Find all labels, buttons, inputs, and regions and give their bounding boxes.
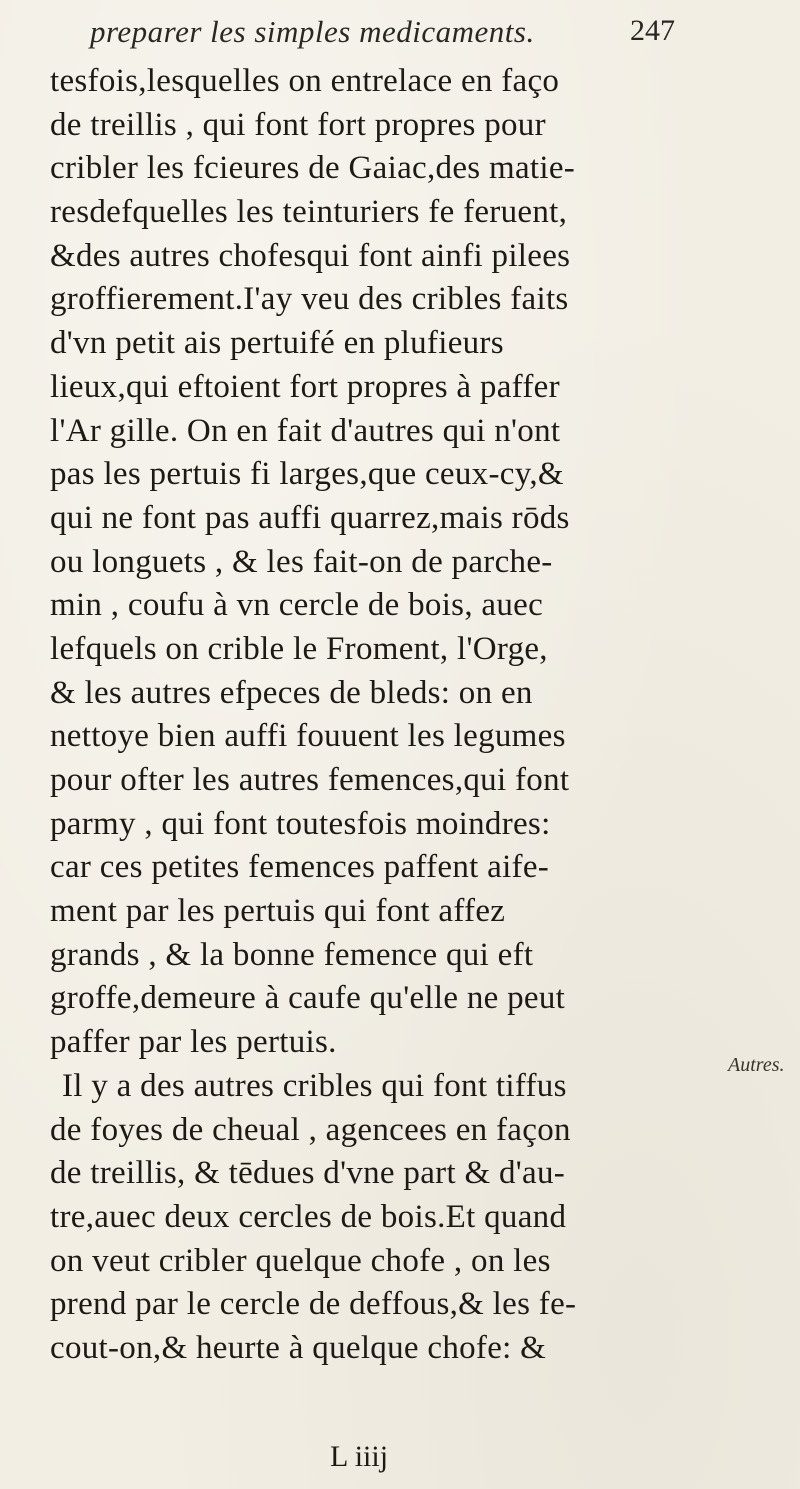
text-line: parmy , qui font toutesfois moindres: <box>50 805 551 842</box>
text-line: min , coufu à vn cercle de bois, auec <box>50 587 544 624</box>
text-line: &des autres chofesqui font ainfi pilees <box>50 237 571 274</box>
text-line: ou longuets , & les fait-on de parche- <box>50 543 553 580</box>
signature-mark: L iiij <box>330 1440 389 1473</box>
text-line: de treillis , qui font fort propres pour <box>50 106 546 143</box>
page-header <box>90 14 690 58</box>
text-line: pas les pertuis fi larges,que ceux-cy,& <box>50 456 564 493</box>
text-line: ment par les pertuis qui font affez <box>50 893 506 930</box>
text-line: groffe,demeure à caufe qu'elle ne peut <box>50 980 566 1017</box>
text-line: resdefquelles les teinturiers fe feruent, <box>50 194 568 231</box>
text-line: paffer par les pertuis. <box>50 1024 337 1061</box>
text-line: d'vn petit ais pertuifé en plufieurs <box>50 325 504 362</box>
text-line: l'Ar gille. On en fait d'autres qui n'ont <box>50 412 561 449</box>
running-head: preparer les simples medicaments. <box>90 14 535 49</box>
text-line: lefquels on crible le Froment, l'Orge, <box>50 630 548 667</box>
text-line: pour ofter les autres femences,qui font <box>50 762 570 798</box>
margin-note: Autres. <box>728 1054 785 1076</box>
text-line: cout-on,& heurte à quelque chofe: & <box>50 1329 547 1366</box>
text-line: de treillis, & tēdues d'vne part & d'au- <box>50 1155 566 1192</box>
text-line: groffierement.I'ay veu des cribles faits <box>50 281 569 318</box>
text-line: Il y a des autres cribles qui font tiffus <box>62 1067 567 1104</box>
text-line: nettoye bien auffi fouuent les legumes <box>50 718 566 755</box>
text-line: & les autres efpeces de bleds: on en <box>50 674 533 711</box>
text-line: on veut cribler quelque chofe , on les <box>50 1242 551 1279</box>
text-line: grands , & la bonne femence qui eft <box>50 936 534 973</box>
page-number: 247 <box>630 14 675 47</box>
text-line: tesfois,lesquelles on entrelace en faço <box>50 63 560 99</box>
text-line: tre,auec deux cercles de bois.Et quand <box>50 1198 567 1235</box>
text-line: lieux,qui eftoient fort propres à paffer <box>50 368 560 405</box>
text-line: cribler les fcieures de Gaiac,des matie- <box>50 150 576 187</box>
text-line: qui ne font pas auffi quarrez,mais rōds <box>50 499 570 536</box>
text-line: de foyes de cheual , agencees en façon <box>50 1111 571 1148</box>
text-line: prend par le cercle de deffous,& les fe- <box>50 1286 577 1323</box>
text-line: car ces petites femences paffent aife- <box>50 849 550 886</box>
body-text <box>50 60 740 1371</box>
